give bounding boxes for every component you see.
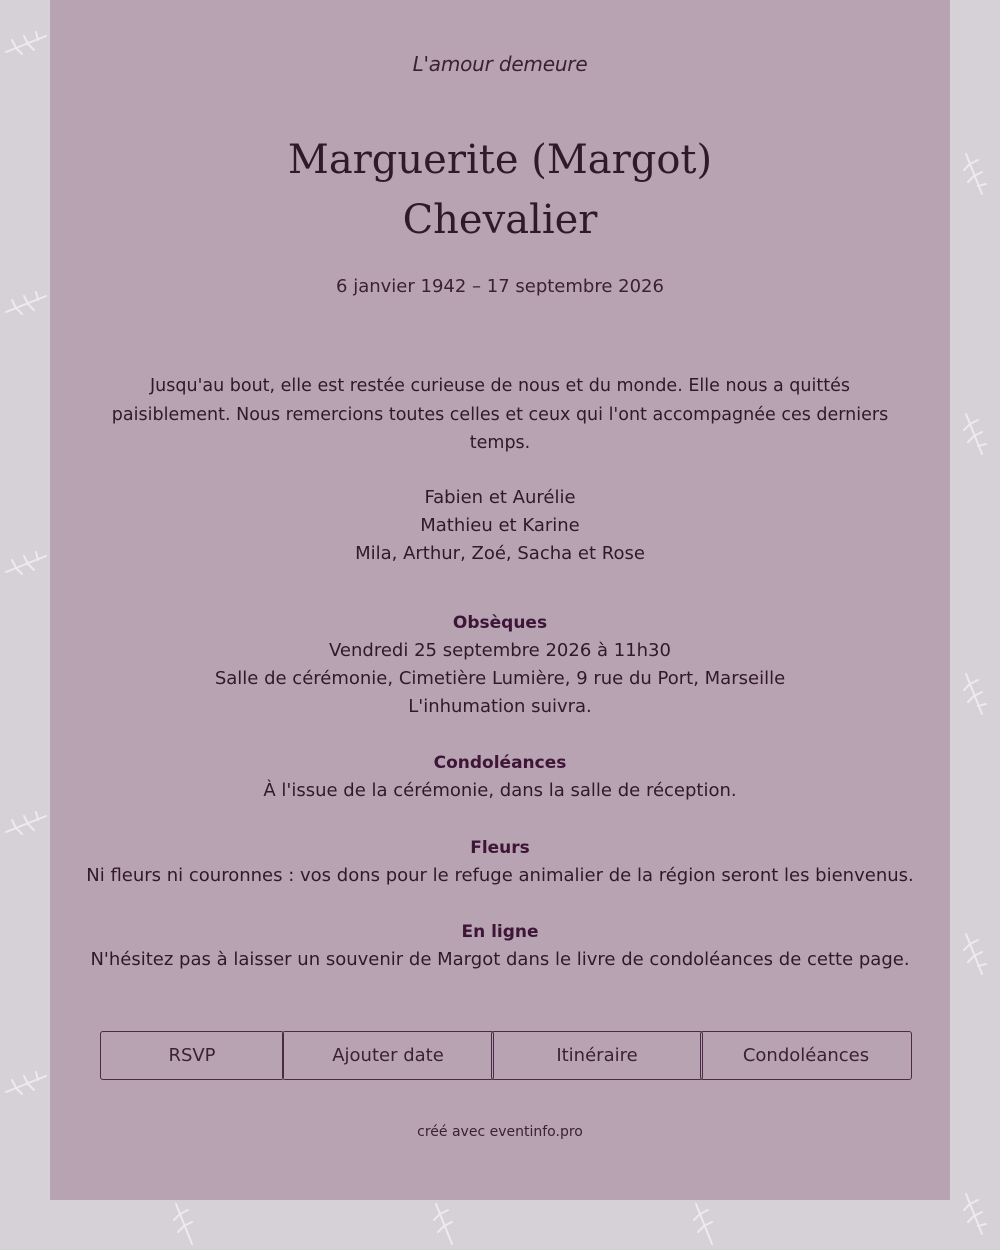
online-heading: En ligne (461, 922, 539, 942)
add-date-button[interactable]: Ajouter date (282, 1031, 494, 1080)
leaf-sprig-icon (680, 1200, 728, 1248)
leaf-sprig-icon (2, 540, 50, 588)
leaf-sprig-icon (950, 670, 998, 718)
name-line-1: Marguerite (Margot) (287, 137, 713, 183)
leaf-sprig-icon (950, 1190, 998, 1238)
funeral-section (50, 609, 950, 721)
condolences-button[interactable]: Condoléances (700, 1031, 912, 1080)
leaf-sprig-icon (2, 20, 50, 68)
family-line: Fabien et Aurélie (424, 487, 576, 508)
leaf-sprig-icon (2, 1060, 50, 1108)
funeral-heading: Obsèques (452, 613, 548, 633)
funeral-location: Salle de cérémonie, Cimetière Lumière, 9 rue du Port, Marseille (214, 668, 786, 689)
deceased-name (50, 130, 950, 250)
family-line: Mila, Arthur, Zoé, Sacha et Rose (355, 543, 645, 564)
footer-credit[interactable]: créé avec eventinfo.pro (417, 1124, 583, 1140)
leaf-sprig-icon (2, 800, 50, 848)
family-line: Mathieu et Karine (420, 515, 580, 536)
leaf-sprig-icon (950, 930, 998, 978)
announcement-card (50, 0, 950, 1200)
condolences-text: À l'issue de la cérémonie, dans la salle de réception. (263, 780, 737, 801)
flowers-text: Ni fleurs ni couronnes : vos dons pour le refuge animalier de la région seront les bienvenus. (86, 865, 914, 886)
leaf-sprig-icon (2, 280, 50, 328)
funeral-note: L'inhumation suivra. (408, 696, 592, 717)
leaf-sprig-icon (160, 1200, 208, 1248)
online-section (50, 918, 950, 974)
family-list (50, 484, 950, 568)
leaf-sprig-icon (950, 410, 998, 458)
rsvp-button[interactable]: RSVP (100, 1031, 284, 1080)
leaf-sprig-icon (950, 150, 998, 198)
flowers-section (50, 834, 950, 890)
itinerary-button[interactable]: Itinéraire (491, 1031, 703, 1080)
memorial-message: Jusqu'au bout, elle est restée curieuse de nous et du monde. Elle nous a quittés paisiblement. Nous remercions toutes celles et ceux qui l'ont accompagnée ces derniers temps. (111, 376, 889, 453)
funeral-date: Vendredi 25 septembre 2026 à 11h30 (329, 640, 671, 661)
online-text: N'hésitez pas à laisser un souvenir de Margot dans le livre de condoléances de cette page. (90, 949, 910, 970)
flowers-heading: Fleurs (470, 838, 530, 858)
life-dates: 6 janvier 1942 – 17 septembre 2026 (336, 276, 664, 297)
condolences-section (50, 749, 950, 805)
action-buttons (100, 1031, 900, 1078)
tagline: L'amour demeure (412, 52, 588, 76)
leaf-sprig-icon (420, 1200, 468, 1248)
name-line-2: Chevalier (402, 197, 598, 243)
condolences-heading: Condoléances (433, 753, 567, 773)
